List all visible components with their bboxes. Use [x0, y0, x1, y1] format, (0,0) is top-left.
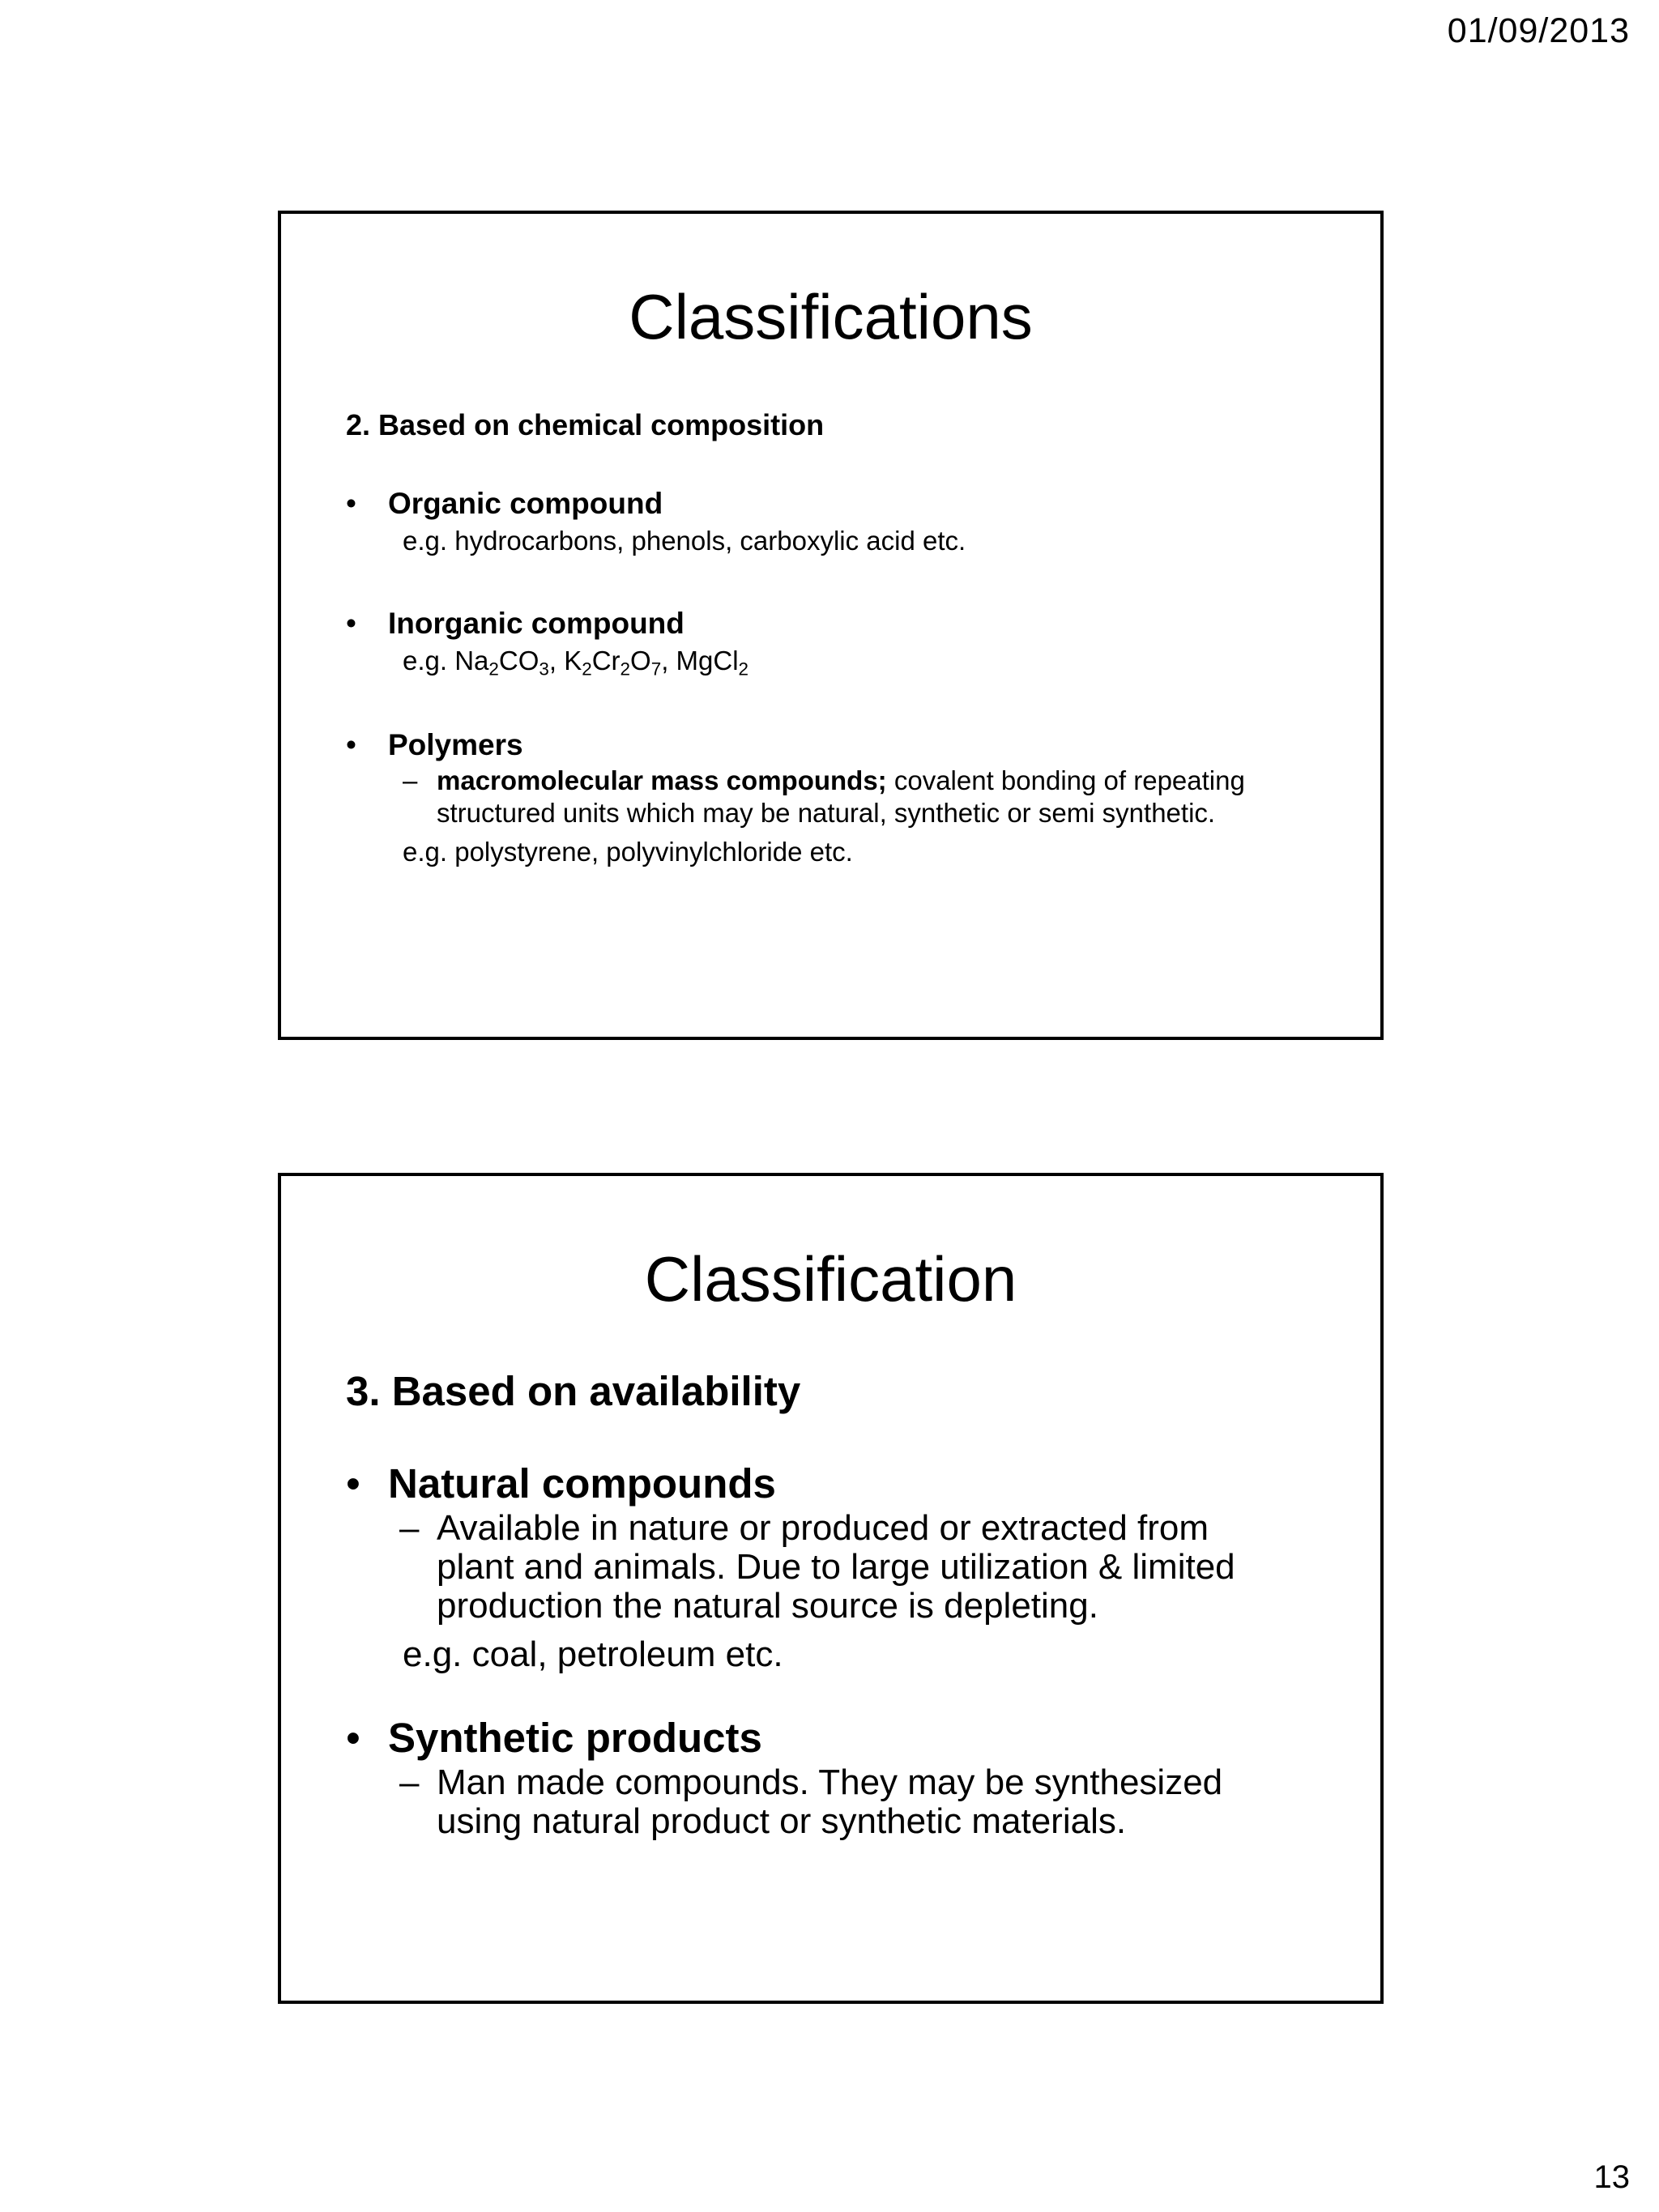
- bullet-icon: •: [346, 728, 356, 761]
- bullet-organic-compound: [346, 484, 1332, 523]
- bullet-icon: •: [346, 607, 356, 640]
- natural-description: – Available in nature or produced or extracted from plant and animals. Due to large utilization & limited production the natural source is depleting.: [399, 1508, 1235, 1626]
- bullet-inorganic-compound: [346, 604, 1332, 643]
- slide-classification-availability: [278, 1173, 1384, 2004]
- slide-content: [346, 407, 1332, 870]
- slide-title: Classification: [644, 1243, 1017, 1315]
- dash-icon: –: [403, 765, 418, 795]
- formula-na2co3: $Na_2CO_3$: [454, 646, 549, 680]
- bullet-label: Synthetic products: [388, 1715, 762, 1761]
- bullet-label: Inorganic compound: [388, 607, 684, 640]
- description-text: covalent bonding of repeating: [886, 765, 1245, 795]
- dash-icon: –: [399, 1508, 420, 1548]
- header-date: 01/09/2013: [1447, 11, 1630, 50]
- polymers-description: [403, 765, 1332, 829]
- example-inorganic: e.g. $Na_2CO_3$, $K_2Cr_2O_7$, MgCl$_2$: [403, 646, 749, 680]
- page-number: 13: [1593, 2159, 1630, 2195]
- slide-classifications-composition: [278, 211, 1384, 1040]
- example-natural: e.g. coal, petroleum etc.: [403, 1634, 783, 1674]
- example-prefix: e.g.: [403, 646, 455, 676]
- bullet-label: Natural compounds: [388, 1460, 776, 1507]
- bullet-label: Organic compound: [388, 487, 663, 520]
- bullet-polymers: [346, 726, 1332, 765]
- dash-icon: –: [399, 1762, 420, 1802]
- bullet-icon: •: [346, 1715, 360, 1761]
- example-polymers: e.g. polystyrene, polyvinylchloride etc.: [403, 837, 853, 867]
- slide-content: [346, 1366, 1332, 1841]
- formula-mgcl2: MgCl$_2$: [676, 646, 749, 680]
- bullet-natural-compounds: [346, 1459, 1332, 1509]
- section-heading: 2. Based on chemical composition: [346, 408, 825, 441]
- bold-term: macromolecular mass compounds;: [437, 765, 887, 795]
- bullet-icon: •: [346, 487, 356, 520]
- slide-title: Classifications: [629, 281, 1033, 352]
- section-heading: 3. Based on availability: [346, 1368, 801, 1414]
- bullet-label: Polymers: [388, 728, 523, 761]
- bullet-icon: •: [346, 1460, 360, 1507]
- formula-k2cr2o7: $K_2Cr_2O_7$: [564, 646, 662, 680]
- bullet-synthetic-products: [346, 1713, 1332, 1763]
- synthetic-description: – Man made compounds. They may be synthesized using natural product or synthetic materials.: [399, 1762, 1223, 1841]
- example-organic: e.g. hydrocarbons, phenols, carboxylic acid etc.: [403, 526, 966, 556]
- description-text: structured units which may be natural, synthetic or semi synthetic.: [437, 798, 1216, 828]
